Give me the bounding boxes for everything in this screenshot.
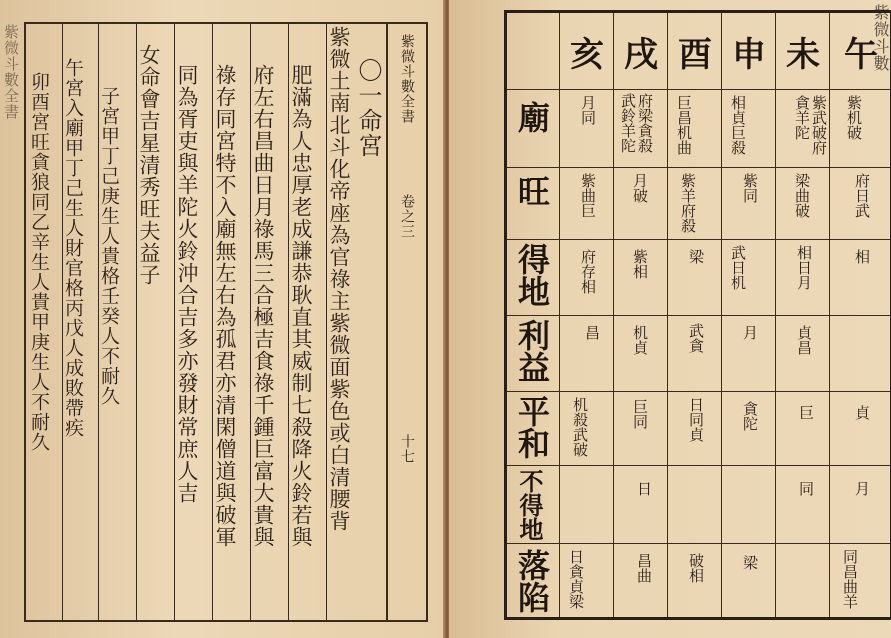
left-edge-text: 紫微斗數全書	[2, 24, 20, 120]
table-cell: 紫同	[741, 173, 759, 203]
table-cell: 日同貞	[687, 397, 705, 442]
text-column-3: 府左右昌曲日月祿馬三合極吉食祿千鍾巨富大貴與	[251, 64, 275, 548]
table-cell: 机殺武破	[571, 397, 589, 457]
row-label-wang: 旺	[513, 175, 551, 207]
header-wei: 未	[786, 35, 820, 75]
header-hai: 亥	[570, 35, 604, 75]
table-cell: 貞昌	[795, 325, 813, 355]
table-col-rule	[613, 13, 614, 617]
table-cell: 貞	[853, 405, 871, 420]
text-column-2: 肥滿為人忠厚老成謙恭耿直其威制七殺降火鈴若與	[289, 64, 313, 548]
table-cell: 相日月	[795, 245, 813, 290]
table-cell: 日	[635, 481, 653, 496]
table-cell: 巨	[797, 405, 815, 420]
table-row-rule	[507, 89, 890, 90]
header-wu: 午	[844, 35, 878, 75]
table-col-rule	[667, 13, 668, 617]
table-cell: 武日机	[729, 245, 747, 290]
table-row-rule	[507, 239, 890, 240]
fold-book-title: 紫微斗數全書	[399, 34, 415, 124]
table-cell: 貪陀	[741, 401, 759, 431]
row-label-liyi: 利益	[513, 319, 551, 383]
row-label-luoxian: 落陷	[513, 549, 551, 613]
table-cell: 紫羊府殺	[679, 173, 697, 233]
table-row-rule	[507, 167, 890, 168]
row-label-miao: 廟	[513, 101, 551, 133]
row-label-budedi: 不得地	[515, 469, 544, 541]
note-column-2: 午宮入廟甲丁己生人財官格丙戊人成敗帶疾	[62, 58, 84, 438]
note-column-3: 卯酉宮旺貪狼同乙辛生人貴甲庚生人不耐久	[28, 72, 50, 452]
row-label-pinghe: 平和	[513, 395, 551, 459]
table-cell: 巨昌机曲	[675, 95, 693, 155]
table-row-rule	[507, 315, 890, 316]
table-cell: 月	[741, 325, 759, 340]
table-cell: 月	[853, 481, 871, 496]
table-col-rule	[829, 13, 830, 617]
table-cell: 巨同	[631, 399, 649, 429]
table-cell: 相貞巨殺	[729, 95, 747, 155]
fold-margin	[388, 22, 428, 622]
table-cell: 紫相	[631, 249, 649, 279]
left-page	[0, 0, 445, 638]
table-cell: 昌	[583, 325, 601, 340]
table-cell: 梁曲破	[793, 173, 811, 218]
table-cell: 月破	[631, 173, 649, 203]
table-col-rule	[559, 13, 560, 617]
table-row-rule	[507, 391, 890, 392]
table-cell: 破相	[687, 553, 705, 583]
table-cell: 相	[853, 249, 871, 264]
text-column-4: 祿存同宮特不入廟無左右為孤君亦清閑僧道與破軍	[213, 64, 237, 548]
text-column-6: 女命會吉星清秀旺夫益子	[137, 44, 161, 286]
text-column-5: 同為胥吏與羊陀火鈴沖合吉多亦發財常庶人吉	[175, 64, 199, 504]
table-cell: 昌曲	[635, 553, 653, 583]
row-label-dedi: 得地	[513, 243, 551, 307]
table-cell: 机貞	[631, 325, 649, 355]
table-cell: 日貪貞梁	[567, 549, 585, 609]
table-cell: 武貪	[687, 323, 705, 353]
table-cell: 同	[797, 481, 815, 496]
left-text-frame	[24, 22, 388, 622]
text-column-1: 紫微土南北斗化帝座為官祿主紫微面紫色或白清腰背	[327, 26, 351, 532]
right-edge-text: 紫微斗數	[871, 4, 890, 72]
header-xu: 戌	[624, 35, 658, 75]
table-cell: 紫机破	[845, 95, 863, 140]
table-row-rule	[507, 543, 890, 544]
table-row-rule	[507, 465, 890, 466]
table-cell: 梁	[687, 249, 705, 264]
table-cell: 月同	[579, 95, 597, 125]
table-col-rule	[721, 13, 722, 617]
fold-volume: 卷之三	[399, 194, 415, 239]
table-cell: 府梁貪殺武鈴羊陀	[619, 93, 654, 153]
note-column-1: 子宮甲丁己庚生人貴格壬癸人不耐久	[98, 86, 120, 406]
section-title: 〇一命宮	[354, 58, 382, 158]
table-cell: 同昌曲羊	[841, 549, 859, 609]
table-col-rule	[775, 13, 776, 617]
table-cell: 府日武	[853, 173, 871, 218]
table-cell: 紫曲巨	[579, 173, 597, 218]
header-you: 酉	[678, 35, 712, 75]
table-cell: 梁	[741, 555, 759, 570]
fold-page-number: 十七	[399, 434, 415, 464]
star-brightness-table	[504, 10, 891, 620]
header-shen: 申	[732, 35, 766, 75]
table-cell: 府存相	[579, 249, 597, 294]
table-cell: 紫武破府貪羊陀	[793, 95, 828, 155]
